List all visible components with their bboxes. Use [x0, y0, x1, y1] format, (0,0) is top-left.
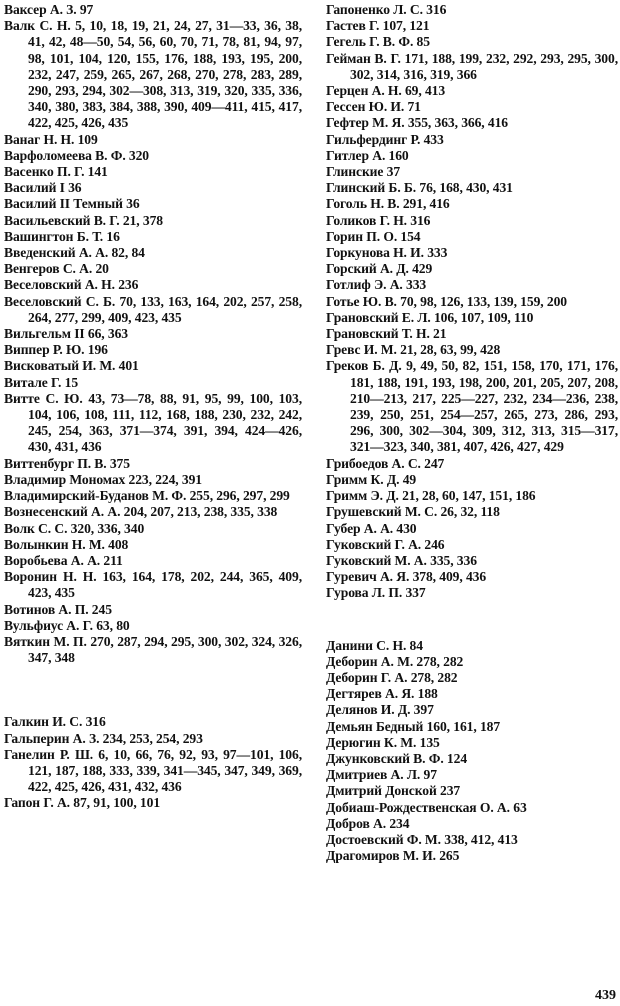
- index-entry: Воробьева А. А. 211: [4, 552, 123, 568]
- index-entry: Волынкин Н. М. 408: [4, 536, 129, 552]
- index-entry: Варфоломеева В. Ф. 320: [4, 147, 150, 163]
- index-entry: Веселовский С. Б. 70, 133, 163, 164, 202, 257, 258, 264, 277, 299, 409, 423, 435: [4, 293, 302, 325]
- index-entry: Волк С. С. 320, 336, 340: [4, 520, 145, 536]
- index-entry: Вяткин М. П. 270, 287, 294, 295, 300, 302, 324, 326, 347, 348: [4, 633, 302, 666]
- index-entry: Введенский А. А. 82, 84: [4, 245, 145, 261]
- index-entry: Добров А. 234: [326, 815, 410, 831]
- index-entry: Грушевский М. С. 26, 32, 118: [326, 504, 500, 520]
- index-entry: Драгомиров М. И. 265: [326, 848, 460, 864]
- index-entry: Валк С. Н. 5, 10, 18, 19, 21, 24, 27, 31—33, 36, 38, 41, 42, 48—50, 54, 56, 60, 70, 71, 78, 81, 94, 97, 98, 101, 104, 120, 155, 176, 188, 193, 195, 200, 232, 247, 259, 265, 267, 268, 270, 278, 283, 289, 290, 293, 294, 302—308, 313, 319, 320, 335, 336, 340, 380, 383, 384, 388, 390, 409—411, 415, 417, 422, 425, 426, 435: [4, 18, 302, 131]
- index-entry: Губер А. А. 430: [326, 520, 417, 536]
- index-entry: Гефтер М. Я. 355, 363, 366, 416: [326, 115, 508, 131]
- index-entry: Ваксер А. З. 97: [4, 2, 94, 17]
- index-entry: Василий I 36: [4, 180, 82, 196]
- index-entry: Деборин А. М. 278, 282: [326, 653, 464, 669]
- index-entry: Гуковский Г. А. 246: [326, 536, 445, 552]
- index-entry: Гримм К. Д. 49: [326, 471, 417, 487]
- index-entry: Демьян Бедный 160, 161, 187: [326, 718, 501, 734]
- index-entry: Галкин И. С. 316: [4, 714, 106, 730]
- index-entry: Горкунова Н. И. 333: [326, 245, 448, 261]
- index-entry: Гуковский М. А. 335, 336: [326, 552, 477, 568]
- index-entry: Горин П. О. 154: [326, 228, 421, 244]
- index-entry: Гильфердинг Р. 433: [326, 131, 444, 147]
- index-entry: Вотинов А. П. 245: [4, 601, 112, 617]
- index-entry: Владимир Мономах 223, 224, 391: [4, 471, 202, 487]
- index-entry: Готье Ю. В. 70, 98, 126, 133, 139, 159, 200: [326, 293, 567, 309]
- index-block-v: [4, 2, 302, 666]
- index-block-g-continued: [326, 2, 618, 602]
- index-entry: Витале Г. 15: [4, 374, 79, 390]
- index-entry: Виппер Р. Ю. 196: [4, 342, 108, 358]
- index-entry: Веселовский А. Н. 236: [4, 277, 139, 293]
- index-entry: Делянов И. Д. 397: [326, 702, 434, 718]
- index-entry: Горский А. Д. 429: [326, 261, 433, 277]
- index-entry: Гуревич А. Я. 378, 409, 436: [326, 569, 487, 585]
- index-entry: Гастев Г. 107, 121: [326, 18, 430, 34]
- index-entry: Гейман В. Г. 171, 188, 199, 232, 292, 293, 295, 300, 302, 314, 316, 319, 366: [326, 50, 618, 82]
- index-entry: Гессен Ю. И. 71: [326, 99, 421, 115]
- index-entry: Достоевский Ф. М. 338, 412, 413: [326, 831, 518, 847]
- index-entry: Дмитриев А. Л. 97: [326, 767, 437, 783]
- index-entry: Глинский Б. Б. 76, 168, 430, 431: [326, 180, 513, 196]
- index-entry: Воронин Н. Н. 163, 164, 178, 202, 244, 365, 409, 423, 435: [4, 569, 302, 601]
- index-entry: Грановский Т. Н. 21: [326, 326, 447, 342]
- index-entry: Василий II Темный 36: [4, 196, 140, 212]
- index-entry: Данини С. Н. 84: [326, 637, 423, 653]
- page-number: 439: [595, 988, 616, 1003]
- index-entry: Гапоненко Л. С. 316: [326, 2, 447, 17]
- index-entry: Владимирский-Буданов М. Ф. 255, 296, 297, 299: [4, 488, 290, 504]
- index-entry: Гапон Г. А. 87, 91, 100, 101: [4, 795, 161, 811]
- index-entry: Глинские 37: [326, 164, 401, 180]
- index-block-d: [326, 638, 618, 865]
- index-entry: Ванаг Н. Н. 109: [4, 131, 98, 147]
- index-column-left: [4, 2, 302, 812]
- index-column-right: [326, 2, 618, 864]
- index-entry: Гоголь Н. В. 291, 416: [326, 196, 450, 212]
- index-entry: Гальперин А. З. 234, 253, 254, 293: [4, 730, 203, 746]
- index-entry: Дегтярев А. Я. 188: [326, 686, 438, 702]
- index-entry: Вашингтон Б. Т. 16: [4, 228, 120, 244]
- index-entry: Добиаш-Рождественская О. А. 63: [326, 799, 527, 815]
- index-entry: Витте С. Ю. 43, 73—78, 88, 91, 95, 99, 100, 103, 104, 106, 108, 111, 112, 168, 188, 230, 232, 242, 245, 254, 363, 371—374, 391, 394, 424—426, 430, 431, 436: [4, 390, 302, 455]
- index-entry: Вознесенский А. А. 204, 207, 213, 238, 335, 338: [4, 504, 278, 520]
- index-entry: Джунковский В. Ф. 124: [326, 750, 468, 766]
- index-entry: Гурова Л. П. 337: [326, 585, 426, 601]
- index-entry: Гегель Г. В. Ф. 85: [326, 34, 430, 50]
- index-entry: Ганелин Р. Ш. 6, 10, 66, 76, 92, 93, 97—101, 106, 121, 187, 188, 333, 339, 341—345, 347, 349, 369, 422, 425, 426, 431, 432, 436: [4, 746, 302, 795]
- section-gap: [4, 666, 302, 714]
- index-entry: Висковатый И. М. 401: [4, 358, 139, 374]
- index-entry: Гитлер А. 160: [326, 147, 409, 163]
- section-gap: [326, 602, 618, 638]
- index-entry: Дмитрий Донской 237: [326, 783, 461, 799]
- index-entry: Деборин Г. А. 278, 282: [326, 669, 458, 685]
- index-entry: Голиков Г. Н. 316: [326, 212, 431, 228]
- index-entry: Гревс И. М. 21, 28, 63, 99, 428: [326, 342, 501, 358]
- index-entry: Васильевский В. Г. 21, 378: [4, 212, 163, 228]
- index-entry: Вульфиус А. Г. 63, 80: [4, 617, 130, 633]
- index-entry: Грибоедов А. С. 247: [326, 455, 445, 471]
- index-entry: Герцен А. Н. 69, 413: [326, 83, 446, 99]
- index-entry: Греков Б. Д. 9, 49, 50, 82, 151, 158, 170, 171, 176, 181, 188, 191, 193, 198, 200, 201, 205, 207, 208, 210—213, 217, 225—227, 232, 234—236, 238, 239, 250, 251, 254—257, 265, 273, 286, 293, 296, 300, 302—304, 309, 312, 313, 315—317, 321—323, 340, 381, 407, 426, 427, 429: [326, 358, 618, 455]
- index-entry: Вильгельм II 66, 363: [4, 326, 128, 342]
- index-entry: Готлиф Э. А. 333: [326, 277, 427, 293]
- index-entry: Грановский Е. Л. 106, 107, 109, 110: [326, 309, 534, 325]
- index-entry: Гримм Э. Д. 21, 28, 60, 147, 151, 186: [326, 488, 536, 504]
- index-entry: Венгеров С. А. 20: [4, 261, 109, 277]
- index-entry: Виттенбург П. В. 375: [4, 455, 130, 471]
- index-entry: Васенко П. Г. 141: [4, 164, 108, 180]
- index-block-g-start: [4, 714, 302, 811]
- index-entry: Дерюгин К. М. 135: [326, 734, 440, 750]
